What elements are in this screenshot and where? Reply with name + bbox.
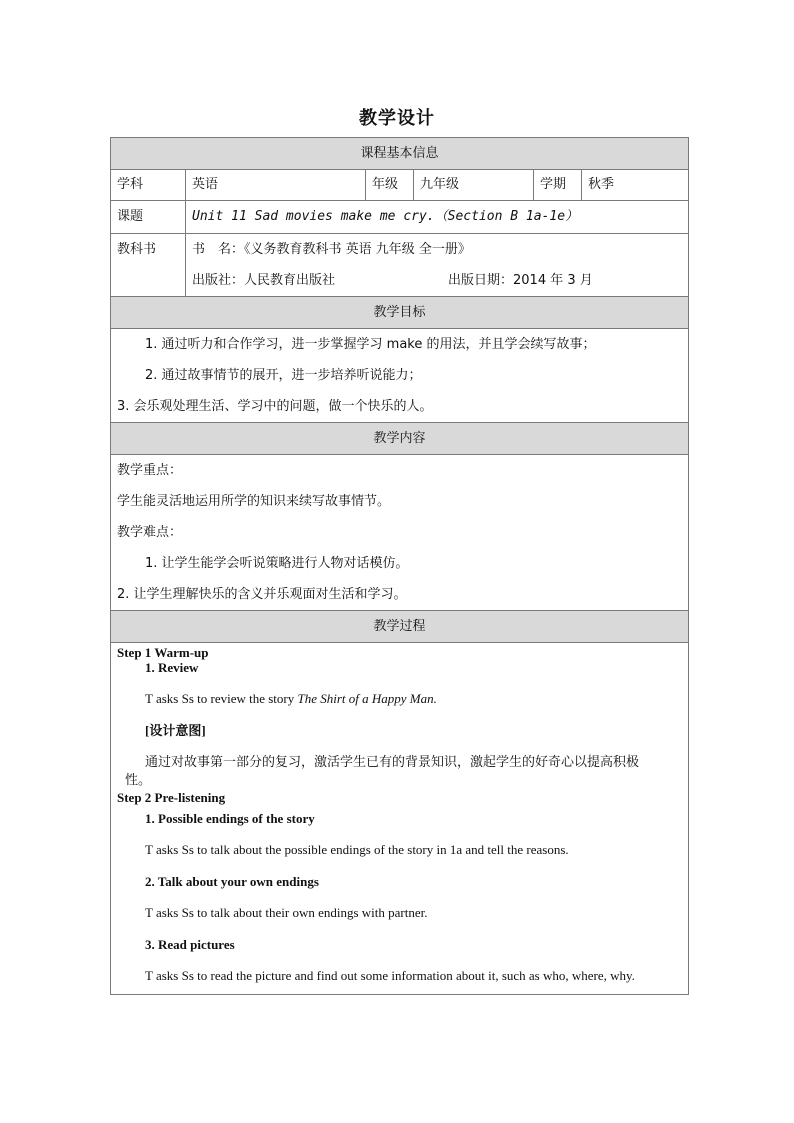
objective-item: 2. 通过故事情节的展开，进一步培养听说能力； — [145, 368, 422, 383]
story-title: The Shirt of a Happy Man. — [297, 691, 437, 706]
process-body — [111, 643, 689, 995]
objective-item: 1. 通过听力和合作学习，进一步掌握学习 make 的用法，并且学会续写故事； — [145, 337, 596, 352]
design-intent-text: 通过对故事第一部分的复习，激活学生已有的背景知识，激起学生的好奇心以提高积极 — [145, 755, 640, 770]
lesson-plan-table — [110, 137, 689, 995]
publisher-line — [186, 265, 688, 296]
difficult-point-label: 教学难点： — [117, 525, 183, 540]
step2-sub2-text: T asks Ss to talk about their own endings with partner. — [145, 905, 428, 920]
step2-sub1-heading: 1. Possible endings of the story — [145, 811, 315, 826]
section-header-basic-info: 课程基本信息 — [111, 138, 689, 170]
design-intent-label: [设计意图] — [145, 723, 206, 738]
difficult-point-item: 2. 让学生理解快乐的含义并乐观面对生活和学习。 — [117, 587, 407, 602]
step2-sub2-heading: 2. Talk about your own endings — [145, 874, 319, 889]
textbook-label: 教科书 — [117, 242, 157, 257]
grade-value: 九年级 — [414, 170, 534, 201]
section-header-process: 教学过程 — [111, 611, 689, 643]
step2-sub1-text: T asks Ss to talk about the possible endings of the story in 1a and tell the reasons. — [145, 842, 569, 857]
section-header-content: 教学内容 — [111, 423, 689, 455]
objectives-list — [111, 329, 689, 423]
step2-sub3-heading: 3. Read pictures — [145, 937, 235, 952]
subject-value: 英语 — [186, 170, 366, 201]
step1-review-text — [117, 691, 682, 707]
document-title: 教学设计 — [359, 108, 435, 129]
step2-title: Step 2 Pre-listening — [117, 790, 226, 805]
key-point-label: 教学重点： — [117, 463, 183, 478]
publisher: 出版社：人民教育出版社 — [192, 273, 336, 288]
objective-item: 3. 会乐观处理生活、学习中的问题，做一个快乐的人。 — [117, 399, 433, 414]
step1-review-heading: 1. Review — [145, 660, 199, 675]
topic-label: 课题 — [111, 201, 186, 234]
publish-date: 出版日期：2014 年 3 月 — [448, 273, 593, 288]
grade-label: 年级 — [366, 170, 414, 201]
section-header-objectives: 教学目标 — [111, 297, 689, 329]
content-body — [111, 455, 689, 611]
difficult-point-item: 1. 让学生能学会听说策略进行人物对话模仿。 — [145, 556, 409, 571]
step1-title: Step 1 Warm-up — [117, 645, 209, 660]
step1-review-text-lead: T asks Ss to review the story — [145, 691, 298, 706]
textbook-info — [186, 234, 689, 297]
topic-value: Unit 11 Sad movies make me cry.（Section B 1a-1e） — [186, 201, 689, 234]
design-intent-text-cont: 性。 — [125, 773, 152, 788]
textbook-label-cell — [111, 234, 186, 297]
key-point-text: 学生能灵活地运用所学的知识来续写故事情节。 — [117, 494, 391, 509]
step2-sub3-text: T asks Ss to read the picture and find out some information about it, such as who, where, why. — [145, 968, 635, 983]
subject-label: 学科 — [111, 170, 186, 201]
book-name: 书 名：《义务教育教科书 英语 九年级 全一册》 — [192, 242, 471, 257]
term-label: 学期 — [534, 170, 582, 201]
term-value: 秋季 — [582, 170, 689, 201]
